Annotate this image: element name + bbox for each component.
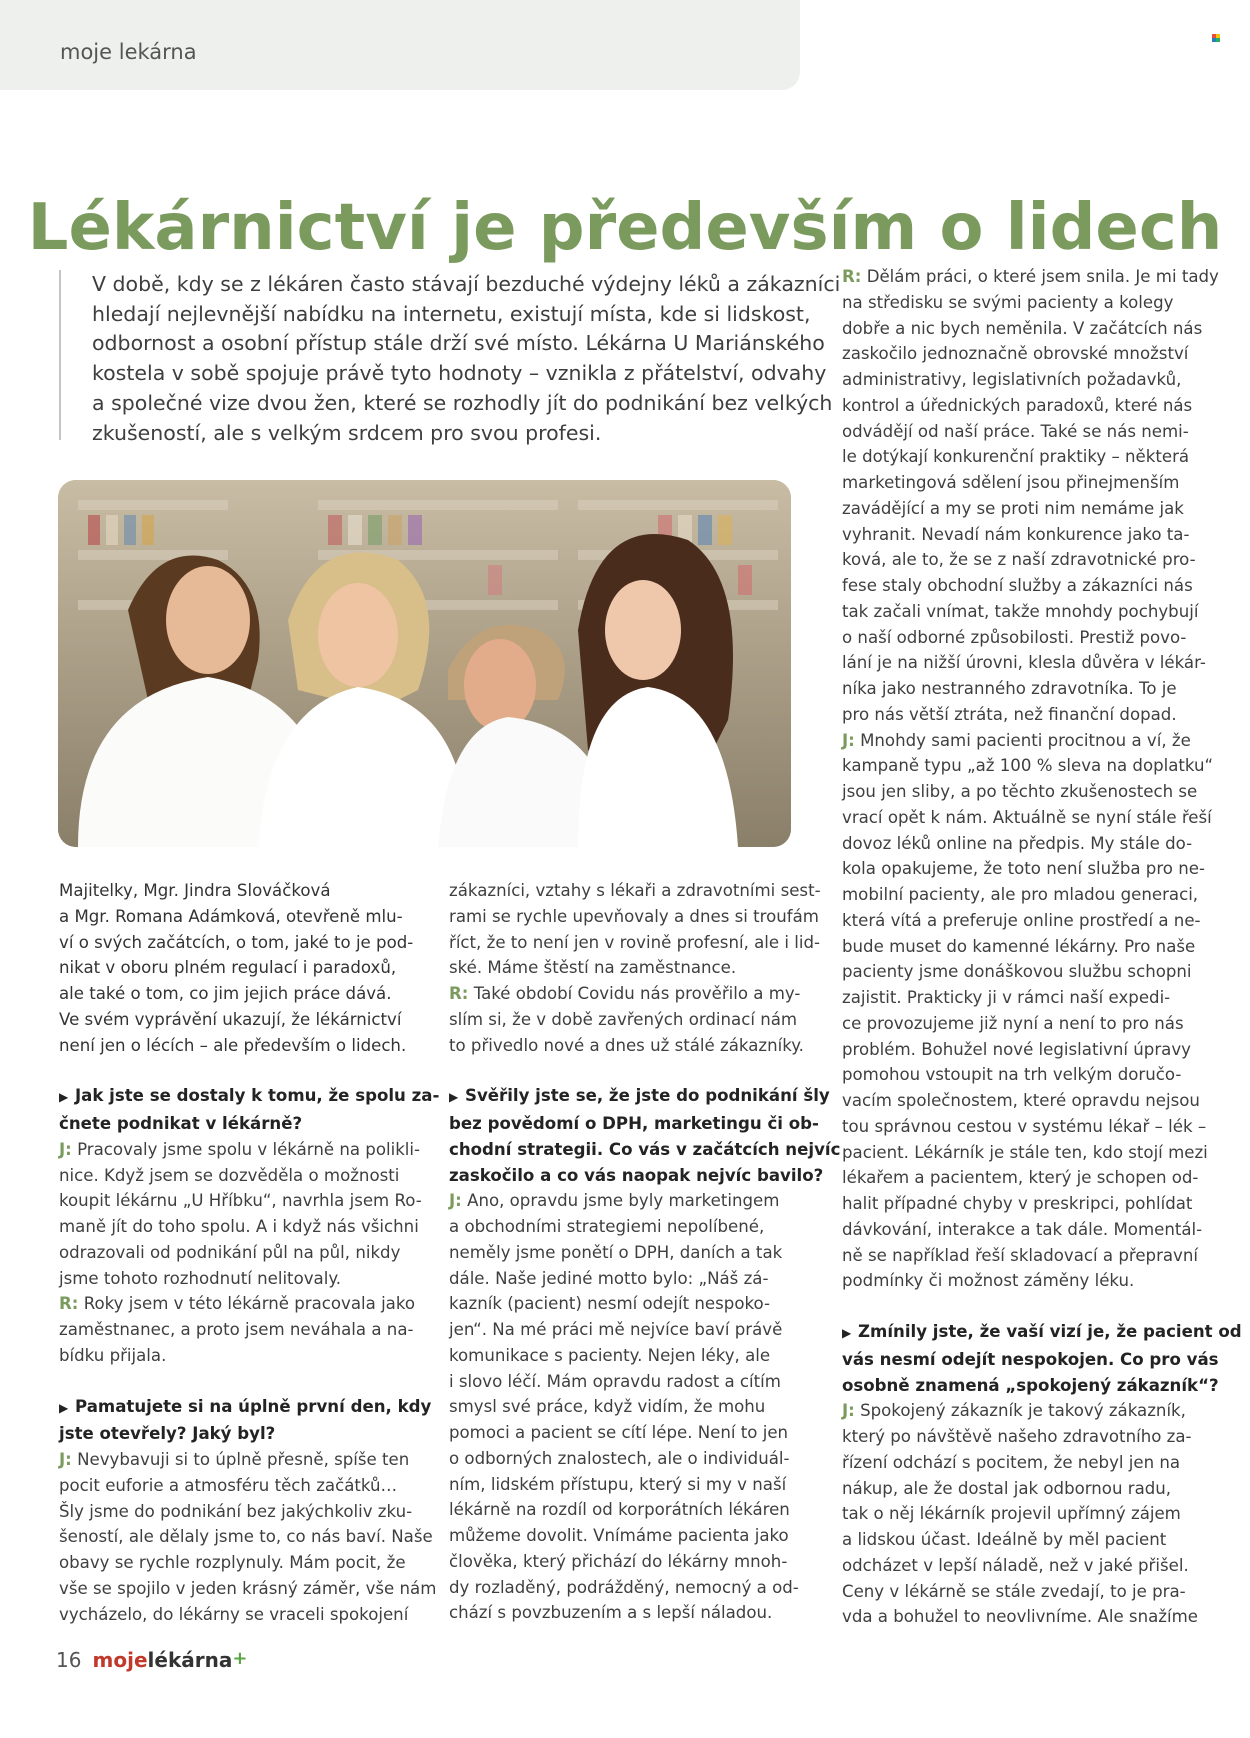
answer-line-text: pro nás větší ztráta, než finanční dopad. [842, 704, 1177, 724]
answer-line [842, 856, 1205, 882]
answer-line-text: problém. Bohužel nové legislativní úpravy [842, 1039, 1191, 1059]
answer-line-text: tak začali vnímat, takže mnohdy pochybují [842, 601, 1199, 621]
answer-line-text: kola opakujeme, že toto není služba pro ne- [842, 859, 1205, 879]
answer-line [449, 1188, 794, 1214]
answer-line-text: pacient. Lékárník je stále ten, kdo stojí mezi [842, 1142, 1208, 1162]
corner-color-mark [1212, 34, 1220, 42]
question-line [842, 1373, 1219, 1399]
answer-line [842, 547, 1196, 573]
answer-line [842, 882, 1199, 908]
answer-line [842, 1553, 1188, 1579]
answer-line [842, 1140, 1208, 1166]
answer-line-text: o naší odborné způsobilosti. Prestiž povo- [842, 627, 1187, 647]
answer-line-text: bude muset do kamenné lékárny. Pro naše [842, 936, 1196, 956]
answer-line [842, 805, 1212, 831]
answer-line-text: halit případné chyby v preskripci, pohlídat [842, 1194, 1193, 1213]
answer-line [449, 1369, 794, 1395]
answer-line [842, 1501, 1188, 1527]
answer-line-text: le dotýkají konkurenční praktiky – některá [842, 447, 1190, 467]
answer-line [59, 1291, 416, 1317]
answer-line [59, 1447, 410, 1473]
answer-line [842, 779, 1198, 805]
answer-line [842, 959, 1192, 985]
answer-line [449, 904, 819, 930]
answer-line-text: ně se například řeší skladovací a přepravní [842, 1245, 1199, 1265]
answer-line-text: rami se rychle upevňovaly a dnes si troufám [449, 906, 819, 926]
question-line-text: Jak jste se dostaly k tomu, že spolu za- [75, 1086, 440, 1106]
team-photo [58, 480, 791, 847]
answer-line [842, 1062, 1188, 1088]
answer-line [842, 1011, 1188, 1037]
speaker-label: R: [449, 984, 469, 1003]
question-line-text: Pamatujete si na úplně první den, kdy [75, 1396, 432, 1416]
question-line [59, 1111, 399, 1137]
lead-paragraph [92, 270, 841, 448]
lead-divider [59, 270, 61, 440]
answer-line [842, 1424, 1192, 1450]
answer-line [842, 573, 1193, 599]
answer-line-text: a obchodními strategiemi nepolíbené, [449, 1217, 765, 1236]
answer-line [842, 702, 1188, 728]
answer-line-text: lékárně na rozdíl od korporátních lékáren [449, 1500, 790, 1520]
answer-line [449, 1523, 794, 1549]
answer-line [842, 290, 1188, 316]
answer-line-text: dovoz léků online na předpis. My stále do- [842, 833, 1193, 853]
article-title [0, 190, 1250, 265]
intro-line: nikat v oboru plném regulací i paradoxů, [59, 958, 397, 978]
footer-brand-a: moje [92, 1648, 148, 1672]
article-column-1 [59, 878, 440, 1627]
answer-line-text: odrazovali od podnikání půl na půl, nikdy [59, 1242, 401, 1262]
question-line-text: Zmínily jste, že vaší vizí je, že pacient od [858, 1322, 1242, 1341]
answer-line [449, 1446, 794, 1472]
answer-line-text: Mnohdy sami pacienti procitnou a ví, že [854, 730, 1191, 750]
answer-line-text: vacím společnostem, které opravdu nejsou [842, 1091, 1200, 1110]
answer-line-text: dobře a nic bych neměnila. V začátcích nás [842, 318, 1203, 338]
answer-line-text: fese staly obchodní služby a zákazníci nás [842, 576, 1193, 595]
answer-line [842, 1217, 1203, 1243]
answer-line [842, 522, 1188, 548]
intro-line: ale také o tom, co jim jejich práce dává. [59, 984, 392, 1003]
answer-line [842, 625, 1188, 651]
lead-line: V době, kdy se z lékáren často stávají bezduché výdejny léků a zákazníci [92, 272, 841, 296]
answer-line [59, 1602, 409, 1628]
question-arrow-icon: ▶ [449, 1090, 459, 1105]
question-line-text: Svěřily jste se, že jste do podnikání šly [465, 1086, 830, 1106]
answer-line [449, 1214, 794, 1240]
answer-line [842, 985, 1188, 1011]
question-line-text: chodní strategii. Co vás v začátcích nejvíc [449, 1139, 841, 1159]
answer-line [842, 496, 1188, 522]
answer-line [449, 1291, 794, 1317]
answer-line-text: ková, ale to, že se z naší zdravotnické pro- [842, 550, 1196, 570]
answer-line [842, 444, 1188, 470]
answer-line [842, 419, 1188, 445]
question-line-text: jste otevřely? Jaký byl? [59, 1424, 276, 1444]
answer-line-text: zaskočilo jednoznačně obrovské množství [842, 344, 1189, 364]
question-line [449, 1111, 819, 1137]
answer-line-text: zaměstnanec, a proto jsem neváhala a na- [59, 1320, 414, 1339]
title-rest: je především o lidech [451, 190, 1223, 265]
speaker-label: R: [59, 1294, 79, 1314]
answer-line-text: nákup, ale že dostal jak odbornou radu, [842, 1478, 1172, 1498]
answer-line-text: šeností, ale dělaly jsme to, co nás baví. Naše [59, 1527, 433, 1547]
question-line [842, 1319, 1242, 1347]
answer-line [449, 1600, 794, 1626]
answer-line [842, 1450, 1188, 1476]
answer-line-text: Ceny v lékárně se stále zvedají, to je pra- [842, 1581, 1186, 1601]
answer-line-text: kampaně typu „až 100 % sleva na doplatku“ [842, 756, 1214, 776]
answer-line [449, 1317, 794, 1343]
answer-line [842, 316, 1203, 342]
answer-line-text: ské. Máme štěstí na zaměstnance. [449, 958, 737, 978]
answer-line-text: pocit euforie a atmosféru těch začátků… [59, 1475, 398, 1495]
answer-line-text: člověka, který přichází do lékárny mnoh- [449, 1551, 788, 1571]
speaker-label: J: [842, 730, 855, 750]
footer-brand-b: lékárna [147, 1648, 233, 1672]
answer-line [449, 1420, 794, 1446]
speaker-label: J: [59, 1450, 72, 1469]
answer-line-text: administrativy, legislativních požadavků, [842, 370, 1182, 389]
answer-line-text: maně jít do toho spolu. A i když nás všichni [59, 1217, 419, 1236]
answer-line-text: marketingová sdělení jsou přinejmenším [842, 473, 1180, 492]
answer-line-text: na středisku se svými pacienty a kolegy [842, 292, 1174, 312]
answer-line-text: lání je na nižší úrovni, klesla důvěra v lékár- [842, 653, 1206, 673]
answer-line-text: Roky jsem v této lékárně pracovala jako [78, 1294, 416, 1314]
answer-line-text: podmínky či možnost záměny léku. [842, 1271, 1135, 1291]
answer-line [449, 1033, 804, 1059]
answer-line [449, 878, 821, 904]
question-arrow-icon: ▶ [59, 1400, 69, 1415]
answer-line-text: ním, lidském přístupu, který si my v naší [449, 1474, 787, 1494]
lead-line: kostela v sobě spojuje právě tyto hodnoty – vznikla z přátelství, odvahy [92, 361, 827, 386]
lead-line: hledají nejlevnější nabídku na internetu, existují místa, kde si lidskost, [92, 301, 811, 326]
question-line [59, 1421, 399, 1447]
answer-line-text: můžeme dovolit. Vnímáme pacienta jako [449, 1526, 789, 1545]
answer-line [842, 1243, 1199, 1269]
question-arrow-icon: ▶ [59, 1090, 69, 1105]
lead-line: a společné vize dvou žen, které se rozhodly jít do podnikání bez velkých [92, 390, 833, 415]
footer-brand [93, 1648, 248, 1672]
answer-line-text: říct, že to není jen v rovině profesní, ale i lid- [449, 932, 821, 952]
answer-line [842, 1191, 1193, 1217]
answer-line [842, 1604, 1198, 1630]
intro-line: ví o svých začátcích, o tom, jaké to je pod- [59, 932, 414, 952]
answer-line [59, 1473, 399, 1499]
page-footer [56, 1648, 247, 1672]
answer-line [842, 676, 1188, 702]
question-line-text: bez povědomí o DPH, marketingu či ob- [449, 1114, 819, 1133]
answer-line [59, 1240, 399, 1266]
answer-line [449, 1394, 794, 1420]
answer-line [59, 1524, 433, 1550]
page-number: 16 [56, 1648, 82, 1672]
answer-line-text: a lidskou účast. Ideálně by měl pacient [842, 1530, 1167, 1549]
answer-line-text: Také období Covidu nás prověřilo a my- [468, 984, 801, 1003]
answer-line-text: Dělám práci, o které jsem snila. Je mi tady [861, 267, 1219, 286]
answer-line [59, 1317, 414, 1343]
answer-line [59, 1214, 419, 1240]
answer-line-text: Šly jsme do podnikání bez jakýchkoliv zku- [59, 1501, 413, 1521]
question-line-text: osobně znamená „spokojený zákazník“? [842, 1375, 1219, 1395]
answer-line-text: odvádějí od naší práce. Také se nás nemi- [842, 421, 1189, 441]
question-arrow-icon: ▶ [842, 1326, 852, 1340]
answer-line-text: kontrol a úřednických paradoxů, které nás [842, 395, 1193, 415]
answer-line [842, 908, 1201, 934]
answer-line [842, 341, 1188, 367]
answer-line [842, 728, 1191, 754]
answer-line-text: chází s povzbuzením a s lepší náladou. [449, 1603, 773, 1623]
answer-line [449, 1497, 794, 1523]
brand-plus-icon: + [232, 1648, 248, 1669]
question-line [59, 1394, 432, 1422]
answer-line-text: která vítá a preferuje online prostředí a ne- [842, 910, 1201, 930]
answer-line-text: o odborných znalostech, ale o individuál- [449, 1448, 790, 1468]
answer-line [842, 831, 1193, 857]
answer-line-text: tak o něj lékárník projevil upřímný zájem [842, 1504, 1181, 1524]
section-tab [0, 0, 800, 90]
answer-line-text: i slovo léčí. Mám opravdu radost a cítím [449, 1371, 781, 1391]
intro-line: a Mgr. Romana Adámková, otevřeně mlu- [59, 906, 403, 926]
answer-line [59, 1188, 422, 1214]
answer-line [842, 1398, 1188, 1424]
answer-line [842, 1579, 1188, 1605]
lead-line: odbornost a osobní přístup stále drží své místo. Lékárna U Mariánského [92, 331, 825, 356]
answer-line [842, 1165, 1199, 1191]
speaker-label: J: [59, 1139, 72, 1159]
answer-line [59, 1499, 413, 1525]
answer-line [842, 1114, 1207, 1140]
question-line [59, 1083, 440, 1111]
answer-line-text: mobilní pacienty, ale pro mladou generaci, [842, 885, 1199, 904]
answer-line [449, 1472, 794, 1498]
article-column-3 [842, 264, 1242, 1630]
answer-line-text: vrací opět k nám. Aktuálně se nyní stále řeší [842, 807, 1212, 827]
speaker-label: J: [449, 1191, 462, 1211]
answer-line-text: řízení odchází s pocitem, že nebyl jen na [842, 1452, 1181, 1472]
answer-line [842, 393, 1193, 419]
question-line [842, 1347, 1219, 1373]
answer-line-text: jsme tohoto rozhodnutí nelitovaly. [59, 1268, 342, 1288]
section-label: moje lekárna [60, 40, 197, 64]
answer-line-text: nice. Když jsem se dozvěděla o možnosti [59, 1165, 400, 1185]
answer-line-text: jsou jen sliby, a po těchto zkušenostech se [842, 782, 1198, 801]
answer-line-text: lékařem a pacientem, který je schopen od- [842, 1168, 1199, 1188]
answer-line [842, 650, 1206, 676]
question-line [449, 1137, 841, 1163]
answer-line [842, 599, 1199, 625]
intro-line: není jen o lécích – ale především o lidech. [59, 1035, 407, 1055]
answer-line [842, 1037, 1191, 1063]
answer-line [449, 1007, 798, 1033]
speaker-label: J: [842, 1401, 855, 1421]
answer-line-text: vda a bohužel to neovlivníme. Ale snažíme [842, 1607, 1198, 1627]
answer-line-text: to přivedlo nové a dnes už stálé zákazníky. [449, 1035, 804, 1055]
answer-line-text: Spokojený zákazník je takový zákazník, [854, 1401, 1186, 1421]
answer-line [449, 1240, 794, 1266]
paragraph-gap [59, 1058, 399, 1083]
answer-line-text: neměly jsme ponětí o DPH, daních a tak [449, 1242, 783, 1262]
answer-line-text: zajistit. Prakticky ji v rámci naší expedi- [842, 988, 1171, 1007]
intro-line: Ve svém vyprávění ukazují, že lékárnictví [59, 1009, 402, 1029]
answer-line [842, 934, 1196, 960]
paragraph-gap [449, 1058, 794, 1083]
team-photo-illustration [58, 480, 791, 847]
answer-line [59, 1163, 399, 1189]
answer-line-text: Nevybavuji si to úplně přesně, spíše ten [71, 1450, 410, 1469]
answer-line-text: vyhranit. Nevadí nám konkurence jako ta- [842, 524, 1190, 544]
intro-line: Majitelky, Mgr. Jindra Slováčková [59, 881, 331, 900]
answer-line-text: dávkování, interakce a tak dále. Momentál- [842, 1219, 1203, 1239]
answer-line-text: koupit lékárnu „U Hříbku“, navrhla jsem Ro- [59, 1191, 422, 1211]
answer-line [59, 1266, 399, 1292]
answer-line-text: Pracovaly jsme spolu v lékárně na polikli- [71, 1139, 421, 1159]
answer-line [59, 1550, 406, 1576]
answer-line-text: tou správnou cestou v systému lékař – lék – [842, 1116, 1207, 1136]
answer-line [59, 1576, 437, 1602]
answer-line-text: bídku přijala. [59, 1345, 167, 1365]
answer-line-text: jen“. Na mé práci mě nejvíce baví právě [449, 1320, 783, 1339]
lead-line: zkušeností, ale s velkým srdcem pro svou profesi. [92, 420, 602, 445]
question-line [449, 1083, 830, 1111]
answer-line [449, 1575, 799, 1601]
answer-line [842, 264, 1219, 290]
answer-line [842, 367, 1188, 393]
answer-line [842, 1476, 1188, 1502]
answer-line-text: Ano, opravdu jsme byly marketingem [461, 1191, 780, 1211]
answer-line [842, 1527, 1188, 1553]
answer-line-text: ce provozujeme již nyní a není to pro nás [842, 1013, 1184, 1033]
answer-line [842, 470, 1188, 496]
answer-line-text: kazník (pacient) nesmí odejít nespoko- [449, 1294, 770, 1314]
paragraph-gap [842, 1294, 1188, 1319]
answer-line [842, 753, 1214, 779]
answer-line [449, 930, 821, 956]
answer-line [59, 1343, 399, 1369]
answer-line-text: dy rozladěný, podrážděný, nemocný a od- [449, 1577, 799, 1597]
answer-line-text: slím si, že v době zavřených ordinací nám [449, 1009, 798, 1029]
answer-line-text: zavádějící a my se proti nim nemáme jak [842, 498, 1184, 518]
answer-line [449, 981, 801, 1007]
answer-line-text: odcházet v lepší náladě, než v jaké přišel. [842, 1555, 1189, 1575]
answer-line [59, 1137, 421, 1163]
answer-line-text: komunikace s pacienty. Nejen léky, ale [449, 1345, 771, 1365]
question-line-text: vás nesmí odejít nespokojen. Co pro vás [842, 1349, 1219, 1369]
question-line [449, 1163, 824, 1189]
answer-line-text: níka jako nestranného zdravotníka. To je [842, 679, 1177, 698]
answer-line-text: pomoci a pacient se cítí lépe. Není to jen [449, 1423, 789, 1442]
answer-line-text: smysl své práce, když vidím, že mohu [449, 1397, 766, 1417]
answer-line [449, 1266, 794, 1292]
answer-line [449, 1549, 794, 1575]
title-bold: Lékárnictví [27, 190, 429, 265]
answer-line-text: který po návštěvě našeho zdravotního za- [842, 1427, 1192, 1446]
answer-line [842, 1268, 1188, 1294]
answer-line-text: obavy se rychle rozplynuly. Mám pocit, že [59, 1553, 406, 1572]
answer-line [449, 955, 794, 981]
answer-line-text: zákazníci, vztahy s lékaři a zdravotními sest- [449, 881, 821, 900]
article-column-2 [449, 878, 841, 1626]
answer-line-text: vycházelo, do lékárny se vraceli spokojení [59, 1604, 409, 1624]
answer-line-text: pomohou vstoupit na trh velkým doručo- [842, 1065, 1182, 1085]
answer-line-text: vše se spojilo v jeden krásný záměr, vše nám [59, 1578, 437, 1598]
paragraph-gap [59, 1369, 399, 1394]
answer-line-text: dále. Naše jediné motto bylo: „Náš zá- [449, 1268, 769, 1288]
answer-line [449, 1343, 794, 1369]
speaker-label: R: [842, 267, 862, 286]
question-line-text: čnete podnikat v lékárně? [59, 1114, 303, 1133]
question-line-text: zaskočilo a co vás naopak nejvíc bavilo? [449, 1165, 824, 1185]
answer-line-text: pacienty jsme donáškovou službu schopni [842, 962, 1192, 982]
answer-line [842, 1088, 1200, 1114]
